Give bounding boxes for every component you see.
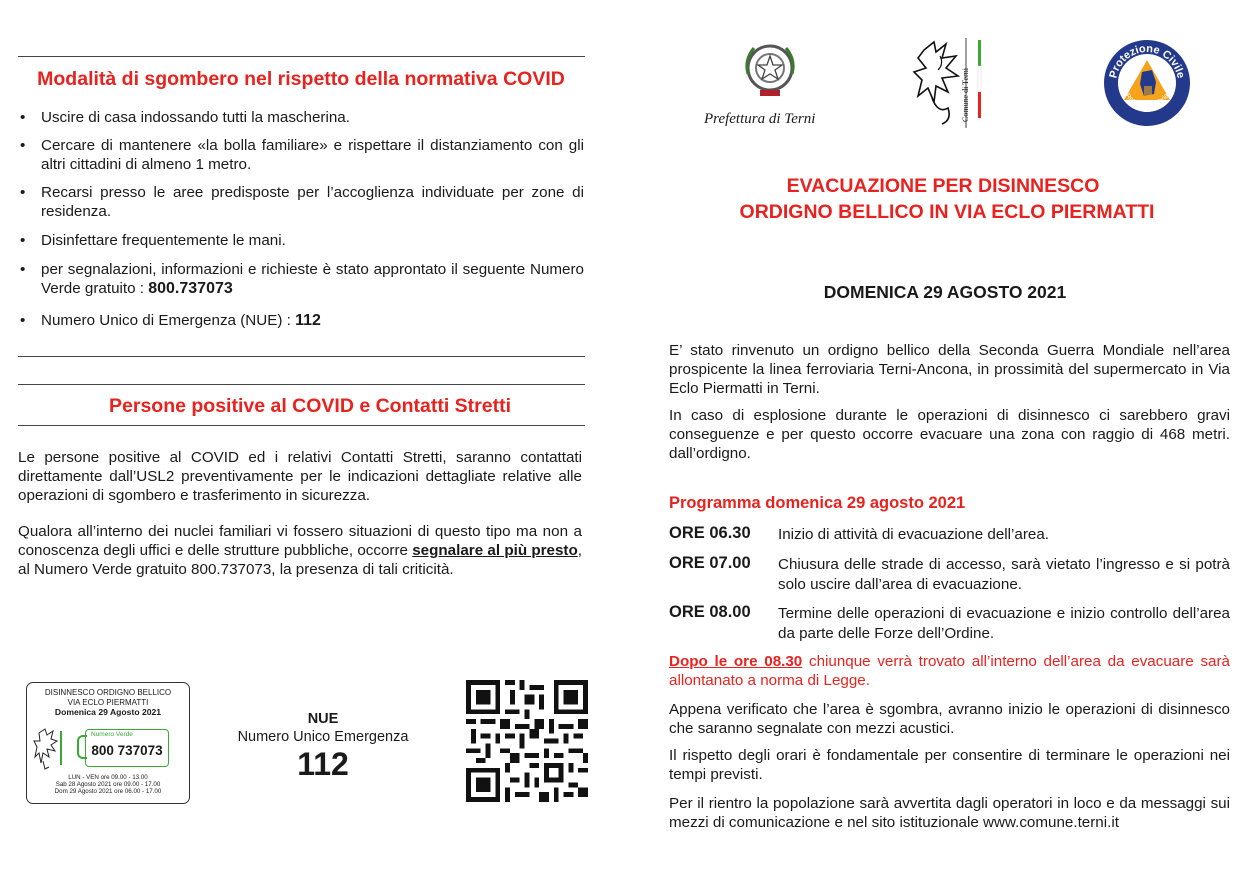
bullet-bolla: • Cercare di mantenere «la bolla familiare» e rispettare il distanziamento con gli altri cittadini di almeno 1 metro.: [20, 137, 584, 173]
numero-verde-label: Numero Verde: [91, 731, 133, 738]
numero-verde-number: 800 737073: [91, 743, 163, 758]
numero-verde-card: [26, 682, 190, 804]
positive-paragraph-1: Le persone positive al COVID ed i relativi Contatti Stretti, saranno contattati direttamente dall’USL2 preventivamente per le indicazioni dettagliate relative alle operazioni di sgombero e trasferimento in sicurezza.: [18, 449, 582, 504]
disinnesco-paragraph: Appena verificato che l’area è sgombra, avranno inizio le operazioni di disinnesco che saranno segnalate con mezzi acustici.: [669, 701, 1230, 737]
bullet-disinfettare: • Disinfettare frequentemente le mani.: [20, 232, 286, 249]
comune-terni-logo-icon: [912, 36, 990, 130]
main-title-line-1: EVACUAZIONE PER DISINNESCO: [786, 175, 1100, 197]
prefettura-emblem-icon: [740, 38, 800, 104]
nue-value: 112: [295, 312, 321, 329]
event-date: DOMENICA 29 AGOSTO 2021: [823, 282, 1067, 302]
protezione-bottom-text: Regione Umbria: [1123, 92, 1171, 109]
nue-number: 112: [297, 746, 349, 782]
bullet-numero-verde: • per segnalazioni, informazioni e richieste è stato approntato il seguente Numero Verde gratuito : 800.737073: [20, 261, 584, 297]
intro-paragraph-1: E’ stato rinvenuto un ordigno bellico della Seconda Guerra Mondiale nell’area prospicente la linea ferroviaria Terni-Ancona, in prossimità del supermercato in Via Eclo Piermatti in Terni.: [669, 342, 1230, 397]
bullet-text: Disinfettare frequentemente le mani.: [41, 232, 286, 249]
after-0830-emphasis: Dopo le ore 08.30: [669, 653, 803, 670]
positive-p2-text-end: , al Numero Verde gratuito 800.737073, la presenza di tali criticità.: [18, 542, 582, 578]
positive-paragraph-2: [18, 522, 582, 579]
card-line-1: DISINNESCO ORDIGNO BELLICO: [44, 688, 172, 697]
bullet-nue: • Numero Unico di Emergenza (NUE) : 112: [20, 312, 321, 329]
bullet-text: Numero Unico di Emergenza (NUE) :: [41, 312, 296, 329]
numero-verde-value: 800.737073: [148, 280, 233, 297]
numero-verde-box: [85, 729, 169, 767]
intro-paragraph-2: In caso di esplosione durante le operazioni di disinnesco ci sarebbero gravi conseguenze e per questo occorre evacuare una zona con raggio di 468 metri. dall’ordigno.: [669, 407, 1230, 462]
bullet-text: Cercare di mantenere «la bolla familiare» e rispettare il distanziamento con gli altri cittadini di almeno 1 metro.: [41, 137, 584, 173]
positive-section-title: Persone positive al COVID e Contatti Stretti: [109, 395, 511, 417]
mid-divider-1: [18, 356, 585, 357]
top-divider: [18, 56, 585, 57]
qr-code-icon[interactable]: [466, 680, 588, 802]
card-hours-3: Dom 29 Agosto 2021 ore 06.00 - 17.00: [54, 788, 162, 795]
schedule-text-0800: Termine delle operazioni di evacuazione e inizio controllo dell’area da parte delle Forze dell’Ordine.: [778, 605, 1230, 642]
comune-caption: Comune di Terni: [961, 68, 970, 122]
positive-p2-text: Qualora all’interno dei nuclei familiari vi fossero situazioni di questo tipo ma non a conoscenza degli uffici e delle strutture pubbliche, occorre: [18, 523, 582, 559]
after-0830-notice: [669, 652, 1230, 690]
bullet-mascherina: • Uscire di casa indossando tutti la mascherina.: [20, 109, 350, 126]
after-0830-text: chiunque verrà trovato all’interno dell’area da evacuare sarà allontanato a norma di Legge.: [669, 653, 1231, 689]
bullet-text: Uscire di casa indossando tutti la mascherina.: [41, 109, 350, 126]
rientro-paragraph: Per il rientro la popolazione sarà avvertita dagli operatori in loco e da messaggi sui mezzi di comunicazione e nel sito istituzionale www.comune.terni.it: [669, 795, 1230, 831]
schedule-time-0630: ORE 06.30: [669, 524, 751, 542]
positive-divider: [18, 425, 585, 426]
covid-section-title: Modalità di sgombero nel rispetto della normativa COVID: [37, 68, 565, 90]
schedule-text-0700: Chiusura delle strade di accesso, sarà vietato l’ingresso e si potrà solo uscire dall’area di evacuazione.: [778, 556, 1230, 593]
bullet-aree: • Recarsi presso le aree predisposte per l’accoglienza individuate per zone di residenza.: [20, 184, 584, 220]
card-hours-1: LUN - VEN ore 09.00 - 13.00: [68, 774, 148, 781]
program-title: Programma domenica 29 agosto 2021: [669, 494, 966, 512]
bullet-text: Recarsi presso le aree predisposte per l’accoglienza individuate per zone di residenza.: [41, 184, 584, 220]
bullet-text: per segnalazioni, informazioni e richieste è stato approntato il seguente Numero Verde gratuito :: [41, 261, 584, 297]
protezione-top-text: Protezione Civile: [1107, 42, 1187, 80]
positive-p2-emphasis: segnalare al più presto: [412, 542, 578, 559]
schedule-time-0800: ORE 08.00: [669, 603, 751, 621]
prefettura-caption: Prefettura di Terni: [704, 111, 816, 127]
mid-divider-2: [18, 384, 585, 385]
comune-dragon-icon: [33, 727, 65, 771]
card-line-3: Domenica 29 Agosto 2021: [54, 707, 162, 717]
nue-title: NUE: [307, 711, 339, 727]
nue-subtitle: Numero Unico Emergenza: [237, 729, 409, 745]
schedule-text-0630: Inizio di attività di evacuazione dell’area.: [778, 526, 1050, 543]
main-title-line-2: ORDIGNO BELLICO IN VIA ECLO PIERMATTI: [739, 201, 1155, 223]
card-hours-2: Sab 28 Agosto 2021 ore 09.00 - 17.00: [55, 781, 161, 788]
schedule-time-0700: ORE 07.00: [669, 554, 751, 572]
nue-block: [208, 710, 438, 782]
card-line-2: VIA ECLO PIERMATTI: [67, 697, 149, 707]
orari-paragraph: Il rispetto degli orari è fondamentale per consentire di terminare le operazioni nei tempi previsti.: [669, 747, 1230, 783]
protezione-civile-logo-icon: [1102, 38, 1192, 128]
